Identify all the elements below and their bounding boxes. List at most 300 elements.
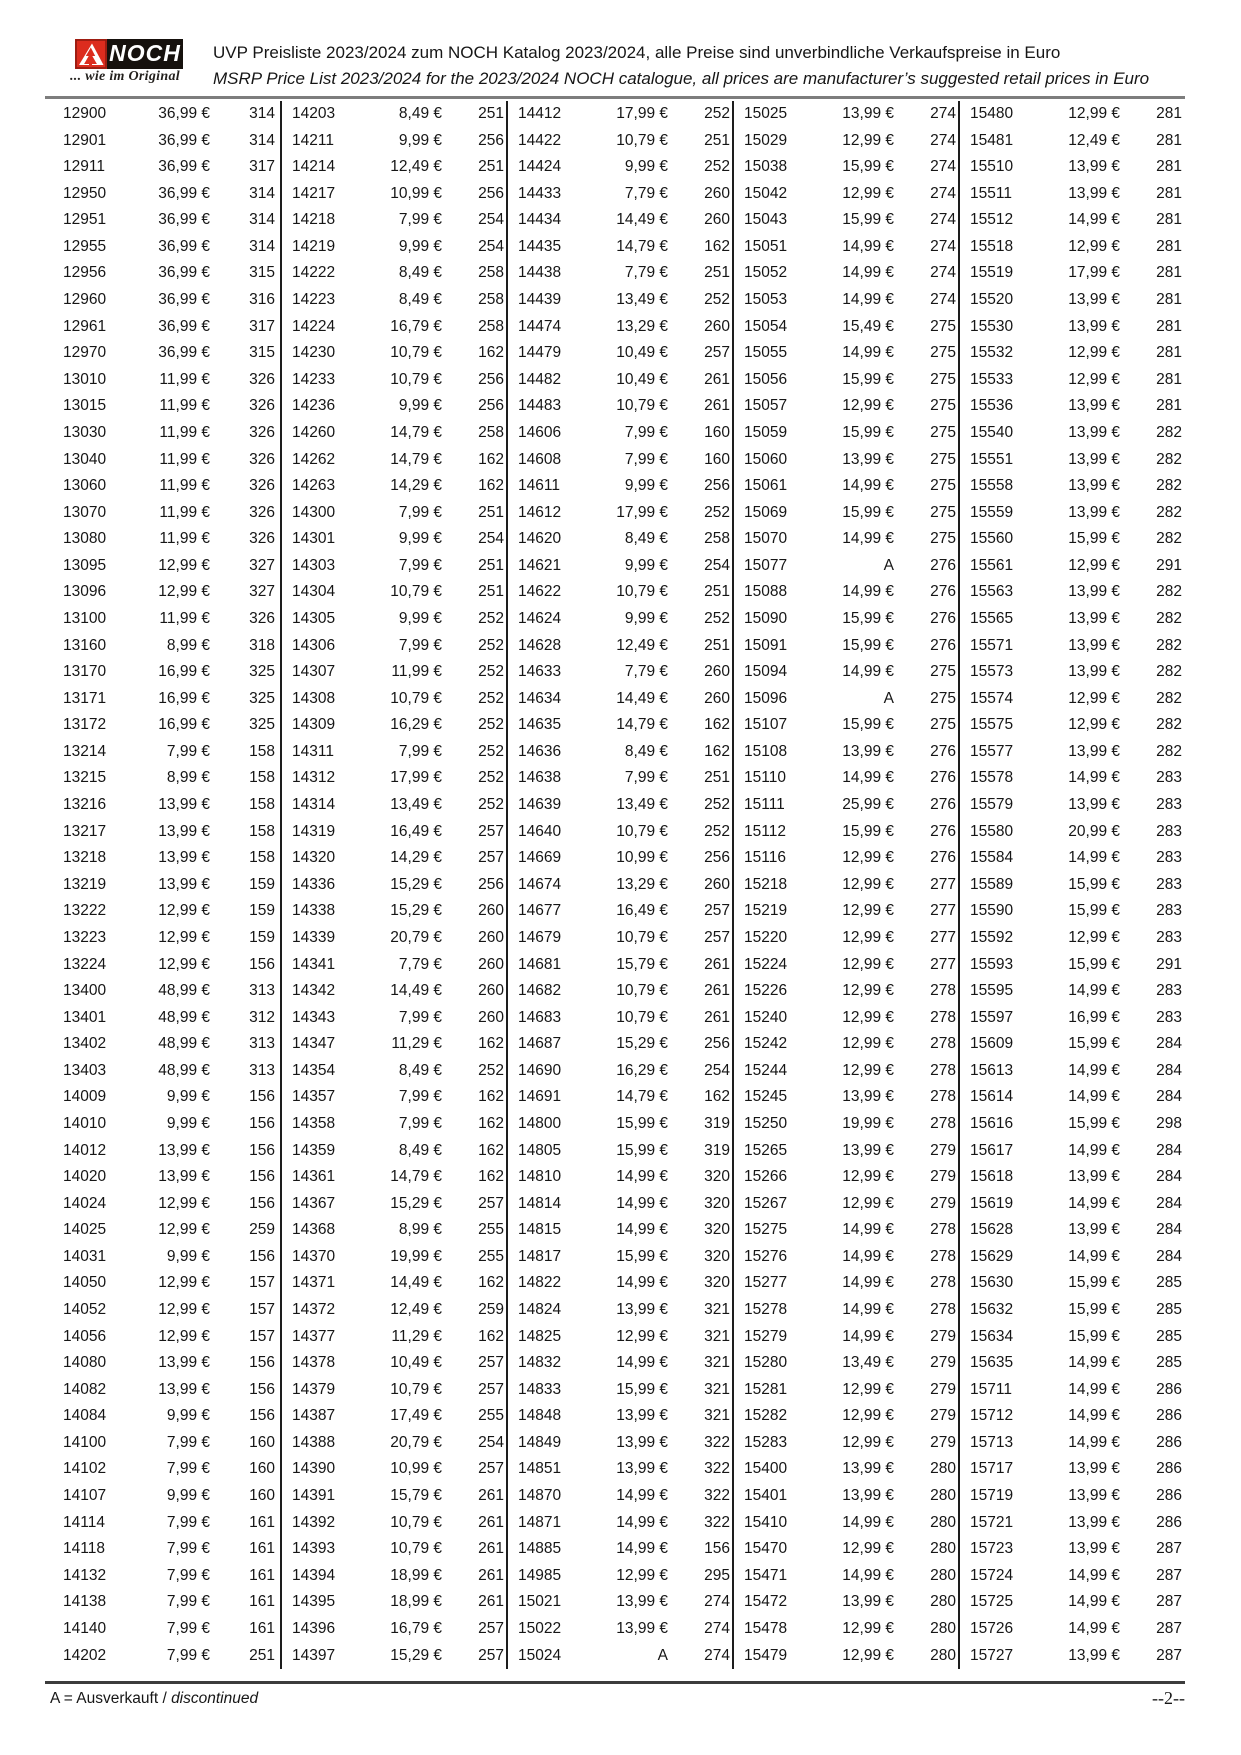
table-row — [508, 1297, 732, 1324]
table-row — [960, 1643, 1185, 1670]
price-value: 14,99 € — [842, 1247, 894, 1265]
price-value: 13,99 € — [1068, 1221, 1120, 1239]
article-number: 14214 — [292, 158, 336, 176]
article-number: 14370 — [292, 1247, 336, 1265]
article-number: 15061 — [744, 477, 788, 495]
table-row — [45, 1138, 280, 1165]
table-row — [734, 1058, 958, 1085]
price-value: 9,99 € — [398, 609, 442, 627]
catalog-page-ref: 274 — [930, 131, 956, 149]
price-value: 13,99 € — [842, 450, 894, 468]
table-row — [508, 473, 732, 500]
price-value: 15,99 € — [842, 716, 894, 734]
article-number: 15634 — [970, 1327, 1014, 1345]
article-number: 12950 — [63, 184, 107, 202]
catalog-page-ref: 261 — [704, 370, 730, 388]
catalog-page-ref: 274 — [930, 184, 956, 202]
catalog-page-ref: 283 — [1156, 928, 1182, 946]
article-number: 15520 — [970, 291, 1014, 309]
price-value: 13,99 € — [1068, 1487, 1120, 1505]
article-number: 14307 — [292, 663, 336, 681]
table-row — [960, 1005, 1185, 1032]
catalog-page-ref: 326 — [249, 609, 275, 627]
article-number: 15070 — [744, 530, 788, 548]
price-value: 12,99 € — [842, 849, 894, 867]
catalog-page-ref: 282 — [1156, 742, 1182, 760]
table-row — [508, 1350, 732, 1377]
article-number: 14367 — [292, 1194, 336, 1212]
article-number: 14301 — [292, 530, 336, 548]
table-row — [734, 473, 958, 500]
catalog-page-ref: 291 — [1156, 556, 1182, 574]
price-value: 15,99 € — [842, 822, 894, 840]
table-row — [282, 1217, 506, 1244]
table-row — [960, 1456, 1185, 1483]
table-row — [508, 898, 732, 925]
article-number: 15280 — [744, 1354, 788, 1372]
table-row — [45, 1350, 280, 1377]
catalog-page-ref: 275 — [930, 503, 956, 521]
table-row — [45, 1058, 280, 1085]
table-row — [734, 792, 958, 819]
price-value: 8,49 € — [398, 1061, 442, 1079]
table-row — [960, 1430, 1185, 1457]
price-value: 36,99 € — [158, 211, 210, 229]
article-number: 15266 — [744, 1168, 788, 1186]
catalog-page-ref: 282 — [1156, 503, 1182, 521]
price-value: 14,49 € — [616, 211, 668, 229]
catalog-page-ref: 157 — [249, 1327, 275, 1345]
catalog-page-ref: 280 — [930, 1646, 956, 1664]
catalog-page-ref: 251 — [478, 503, 504, 521]
article-number: 15054 — [744, 317, 788, 335]
catalog-page-ref: 320 — [704, 1194, 730, 1212]
table-row — [282, 314, 506, 341]
article-number: 13171 — [63, 689, 107, 707]
price-value: 13,99 € — [842, 105, 894, 122]
price-value: 19,99 € — [842, 1114, 894, 1132]
table-row — [960, 792, 1185, 819]
article-number: 14357 — [292, 1088, 336, 1106]
price-value: 12,49 € — [390, 158, 442, 176]
article-number: 14393 — [292, 1540, 336, 1558]
price-value: 14,99 € — [842, 769, 894, 787]
catalog-page-ref: 156 — [249, 955, 275, 973]
table-row — [508, 1377, 732, 1404]
catalog-page-ref: 258 — [478, 423, 504, 441]
catalog-page-ref: 278 — [930, 1008, 956, 1026]
price-value: 14,99 € — [616, 1354, 668, 1372]
article-number: 15632 — [970, 1301, 1014, 1319]
catalog-page-ref: 298 — [1156, 1114, 1182, 1132]
table-row — [734, 1563, 958, 1590]
table-row — [45, 952, 280, 979]
article-number: 13218 — [63, 849, 107, 867]
article-number: 13070 — [63, 503, 107, 521]
catalog-page-ref: 258 — [478, 264, 504, 282]
price-value: 13,99 € — [616, 1460, 668, 1478]
catalog-page-ref: 281 — [1156, 397, 1182, 415]
table-row — [45, 101, 280, 128]
article-number: 14031 — [63, 1247, 107, 1265]
price-value: 36,99 € — [158, 158, 210, 176]
catalog-page-ref: 162 — [478, 1141, 504, 1159]
price-value: 15,29 € — [390, 875, 442, 893]
table-row — [508, 1589, 732, 1616]
catalog-page-ref: 162 — [704, 1088, 730, 1106]
price-value: 8,99 € — [166, 636, 210, 654]
table-row — [734, 765, 958, 792]
table-row — [508, 1191, 732, 1218]
article-number: 15096 — [744, 689, 788, 707]
page-number: --2-- — [1152, 1688, 1185, 1708]
catalog-page-ref: 281 — [1156, 131, 1182, 149]
table-row — [45, 314, 280, 341]
table-row — [508, 1244, 732, 1271]
catalog-page-ref: 279 — [930, 1168, 956, 1186]
article-number: 14677 — [518, 902, 562, 920]
table-top-rule — [45, 96, 1185, 99]
catalog-page-ref: 159 — [249, 928, 275, 946]
catalog-page-ref: 320 — [704, 1168, 730, 1186]
catalog-page-ref: 313 — [249, 1035, 275, 1053]
catalog-page-ref: 276 — [930, 796, 956, 814]
article-number: 14024 — [63, 1194, 107, 1212]
article-number: 15059 — [744, 423, 788, 441]
price-value: 7,99 € — [398, 742, 442, 760]
table-row — [960, 1510, 1185, 1537]
table-row — [960, 819, 1185, 846]
table-row — [734, 1111, 958, 1138]
catalog-page-ref: 161 — [249, 1619, 275, 1637]
table-row — [45, 1616, 280, 1643]
catalog-page-ref: 260 — [704, 663, 730, 681]
table-row — [960, 420, 1185, 447]
article-number: 14343 — [292, 1008, 336, 1026]
catalog-page-ref: 252 — [478, 636, 504, 654]
article-number: 14107 — [63, 1487, 107, 1505]
article-number: 15111 — [744, 796, 785, 814]
table-row — [282, 792, 506, 819]
price-value: A — [657, 1646, 668, 1664]
catalog-page-ref: 257 — [478, 822, 504, 840]
table-row — [734, 526, 958, 553]
table-row — [45, 1084, 280, 1111]
table-row — [282, 1643, 506, 1670]
price-value: 15,29 € — [390, 1646, 442, 1664]
catalog-page-ref: 160 — [249, 1460, 275, 1478]
price-value: 11,99 € — [159, 609, 210, 627]
article-number: 15112 — [744, 822, 786, 840]
article-number: 14397 — [292, 1646, 336, 1664]
catalog-page-ref: 284 — [1156, 1088, 1182, 1106]
article-number: 15511 — [970, 184, 1012, 202]
catalog-page-ref: 252 — [704, 291, 730, 309]
article-number: 14379 — [292, 1380, 336, 1398]
table-row — [508, 314, 732, 341]
catalog-page-ref: 251 — [478, 158, 504, 176]
article-number: 14636 — [518, 742, 562, 760]
price-value: 10,99 € — [390, 184, 442, 202]
price-value: 12,99 € — [158, 928, 210, 946]
catalog-page-ref: 282 — [1156, 716, 1182, 734]
table-row — [960, 314, 1185, 341]
table-row — [734, 1483, 958, 1510]
table-row — [45, 633, 280, 660]
table-row — [45, 1031, 280, 1058]
table-row — [508, 606, 732, 633]
catalog-page-ref: 256 — [478, 184, 504, 202]
table-row — [960, 287, 1185, 314]
table-row — [45, 1589, 280, 1616]
table-row — [734, 420, 958, 447]
price-value: 10,79 € — [616, 822, 668, 840]
catalog-page-ref: 279 — [930, 1194, 956, 1212]
catalog-page-ref: 261 — [704, 1008, 730, 1026]
catalog-page-ref: 326 — [249, 397, 275, 415]
price-value: 13,99 € — [158, 1141, 210, 1159]
price-column-group-5 — [958, 101, 1185, 1669]
price-value: 11,99 € — [159, 477, 210, 495]
catalog-page-ref: 252 — [478, 663, 504, 681]
price-value: 14,99 € — [1068, 1194, 1120, 1212]
table-row — [45, 367, 280, 394]
price-value: 13,99 € — [616, 1301, 668, 1319]
table-row — [508, 712, 732, 739]
article-number: 14394 — [292, 1566, 336, 1584]
article-number: 14611 — [518, 477, 560, 495]
catalog-page-ref: 159 — [249, 902, 275, 920]
table-row — [282, 500, 506, 527]
table-row — [960, 128, 1185, 155]
table-row — [734, 659, 958, 686]
catalog-page-ref: 315 — [249, 344, 275, 362]
catalog-page-ref: 256 — [478, 131, 504, 149]
catalog-page-ref: 278 — [930, 1114, 956, 1132]
article-number: 14320 — [292, 849, 336, 867]
article-number: 15565 — [970, 609, 1014, 627]
catalog-page-ref: 158 — [249, 822, 275, 840]
price-value: 7,99 € — [166, 1646, 210, 1664]
table-row — [960, 872, 1185, 899]
table-row — [282, 633, 506, 660]
catalog-page-ref: 256 — [478, 397, 504, 415]
price-value: 12,49 € — [1068, 131, 1120, 149]
article-number: 15574 — [970, 689, 1014, 707]
catalog-page-ref: 281 — [1156, 237, 1182, 255]
article-number: 14304 — [292, 583, 336, 601]
table-row — [282, 712, 506, 739]
catalog-page-ref: 284 — [1156, 1141, 1182, 1159]
catalog-page-ref: 255 — [478, 1407, 504, 1425]
price-value: 10,49 € — [616, 370, 668, 388]
table-row — [960, 234, 1185, 261]
catalog-page-ref: 252 — [704, 503, 730, 521]
table-row — [960, 553, 1185, 580]
price-value: 13,49 € — [616, 291, 668, 309]
table-row — [734, 579, 958, 606]
price-value: 12,99 € — [1068, 928, 1120, 946]
article-number: 15519 — [970, 264, 1014, 282]
catalog-page-ref: 256 — [704, 1035, 730, 1053]
table-row — [734, 712, 958, 739]
catalog-page-ref: 158 — [249, 742, 275, 760]
price-value: 7,79 € — [624, 184, 668, 202]
price-value: 14,99 € — [616, 1487, 668, 1505]
price-value: 12,99 € — [158, 1194, 210, 1212]
article-number: 13100 — [63, 609, 107, 627]
price-value: 14,99 € — [1068, 849, 1120, 867]
table-row — [508, 579, 732, 606]
price-value: 16,29 € — [390, 716, 442, 734]
price-value: 10,79 € — [390, 344, 442, 362]
table-row — [45, 1164, 280, 1191]
table-row — [508, 1403, 732, 1430]
price-value: 14,99 € — [1068, 1354, 1120, 1372]
article-number: 12970 — [63, 344, 107, 362]
price-value: 14,99 € — [1068, 1380, 1120, 1398]
price-value: 14,79 € — [390, 423, 442, 441]
document-title-block — [213, 40, 1149, 92]
article-number: 14687 — [518, 1035, 562, 1053]
table-row — [960, 1164, 1185, 1191]
title-german: UVP Preisliste 2023/2024 zum NOCH Katalog 2023/2024, alle Preise sind unverbindliche Verkaufspreise in Euro — [213, 43, 1061, 62]
catalog-page-ref: 275 — [930, 663, 956, 681]
table-row — [45, 579, 280, 606]
catalog-page-ref: 319 — [704, 1141, 730, 1159]
price-value: 9,99 € — [166, 1114, 210, 1132]
price-value: 14,99 € — [1068, 1407, 1120, 1425]
article-number: 14483 — [518, 397, 562, 415]
price-value: 13,99 € — [1068, 423, 1120, 441]
table-row — [960, 393, 1185, 420]
catalog-page-ref: 257 — [478, 849, 504, 867]
table-row — [508, 367, 732, 394]
article-number: 15616 — [970, 1114, 1014, 1132]
table-row — [282, 819, 506, 846]
price-value: 13,99 € — [158, 796, 210, 814]
article-number: 13172 — [63, 716, 107, 734]
catalog-page-ref: 320 — [704, 1221, 730, 1239]
table-row — [282, 234, 506, 261]
article-number: 14342 — [292, 982, 336, 1000]
article-number: 15283 — [744, 1433, 788, 1451]
article-number: 14479 — [518, 344, 562, 362]
article-number: 15590 — [970, 902, 1014, 920]
catalog-page-ref: 276 — [930, 769, 956, 787]
price-value: 15,99 € — [842, 158, 894, 176]
price-value: 7,99 € — [624, 769, 668, 787]
table-row — [282, 340, 506, 367]
price-value: 13,99 € — [842, 1593, 894, 1611]
table-row — [508, 792, 732, 819]
article-number: 15275 — [744, 1221, 788, 1239]
price-value: 13,99 € — [158, 1354, 210, 1372]
price-value: 14,99 € — [842, 237, 894, 255]
price-value: 13,99 € — [1068, 450, 1120, 468]
catalog-page-ref: 281 — [1156, 344, 1182, 362]
price-value: 10,99 € — [616, 849, 668, 867]
table-row — [282, 1111, 506, 1138]
table-row — [734, 1589, 958, 1616]
table-row — [734, 287, 958, 314]
price-table — [45, 101, 1185, 1669]
price-value: 14,99 € — [842, 1301, 894, 1319]
article-number: 14132 — [63, 1566, 107, 1584]
price-value: 14,99 € — [616, 1168, 668, 1186]
price-value: 12,99 € — [1068, 716, 1120, 734]
table-row — [45, 925, 280, 952]
catalog-page-ref: 275 — [930, 317, 956, 335]
article-number: 15551 — [970, 450, 1014, 468]
price-value: 9,99 € — [166, 1487, 210, 1505]
price-value: 13,99 € — [842, 1460, 894, 1478]
price-value: 10,79 € — [390, 370, 442, 388]
article-number: 14634 — [518, 689, 562, 707]
price-value: 12,99 € — [1068, 105, 1120, 122]
price-value: 15,99 € — [1068, 902, 1120, 920]
article-number: 14260 — [292, 423, 336, 441]
article-number: 12901 — [63, 131, 107, 149]
price-value: 14,79 € — [616, 1088, 668, 1106]
article-number: 14885 — [518, 1540, 562, 1558]
table-row — [508, 925, 732, 952]
table-row — [282, 1350, 506, 1377]
price-value: 17,99 € — [1068, 264, 1120, 282]
article-number: 13400 — [63, 982, 107, 1000]
price-value: 14,99 € — [616, 1540, 668, 1558]
catalog-page-ref: 317 — [249, 158, 275, 176]
article-number: 14412 — [518, 105, 562, 122]
catalog-page-ref: 162 — [478, 1274, 504, 1292]
table-row — [734, 101, 958, 128]
catalog-page-ref: 257 — [478, 1619, 504, 1637]
catalog-page-ref: 281 — [1156, 105, 1182, 122]
price-value: 12,99 € — [158, 1221, 210, 1239]
price-value: 15,99 € — [842, 211, 894, 229]
price-value: 13,99 € — [1068, 317, 1120, 335]
catalog-page-ref: 260 — [704, 184, 730, 202]
price-value: 12,99 € — [842, 1168, 894, 1186]
table-row — [960, 1138, 1185, 1165]
table-row — [960, 925, 1185, 952]
price-value: 11,99 € — [159, 503, 210, 521]
table-row — [45, 181, 280, 208]
price-value: 10,79 € — [616, 397, 668, 415]
catalog-page-ref: 327 — [249, 556, 275, 574]
article-number: 14361 — [292, 1168, 336, 1186]
article-number: 15609 — [970, 1035, 1014, 1053]
price-value: 16,49 € — [616, 902, 668, 920]
catalog-page-ref: 274 — [930, 211, 956, 229]
catalog-page-ref: 160 — [704, 450, 730, 468]
catalog-page-ref: 280 — [930, 1593, 956, 1611]
price-value: 15,99 € — [842, 636, 894, 654]
catalog-page-ref: 162 — [478, 1035, 504, 1053]
article-number: 14140 — [63, 1619, 107, 1637]
price-value: 15,99 € — [842, 503, 894, 521]
table-row — [508, 128, 732, 155]
catalog-page-ref: 286 — [1156, 1487, 1182, 1505]
article-number: 15110 — [744, 769, 786, 787]
price-value: 7,99 € — [166, 1619, 210, 1637]
price-value: 14,99 € — [1068, 1566, 1120, 1584]
price-value: 9,99 € — [624, 477, 668, 495]
article-number: 15116 — [744, 849, 786, 867]
catalog-page-ref: 326 — [249, 530, 275, 548]
price-value: 8,99 € — [398, 1221, 442, 1239]
table-row — [508, 234, 732, 261]
